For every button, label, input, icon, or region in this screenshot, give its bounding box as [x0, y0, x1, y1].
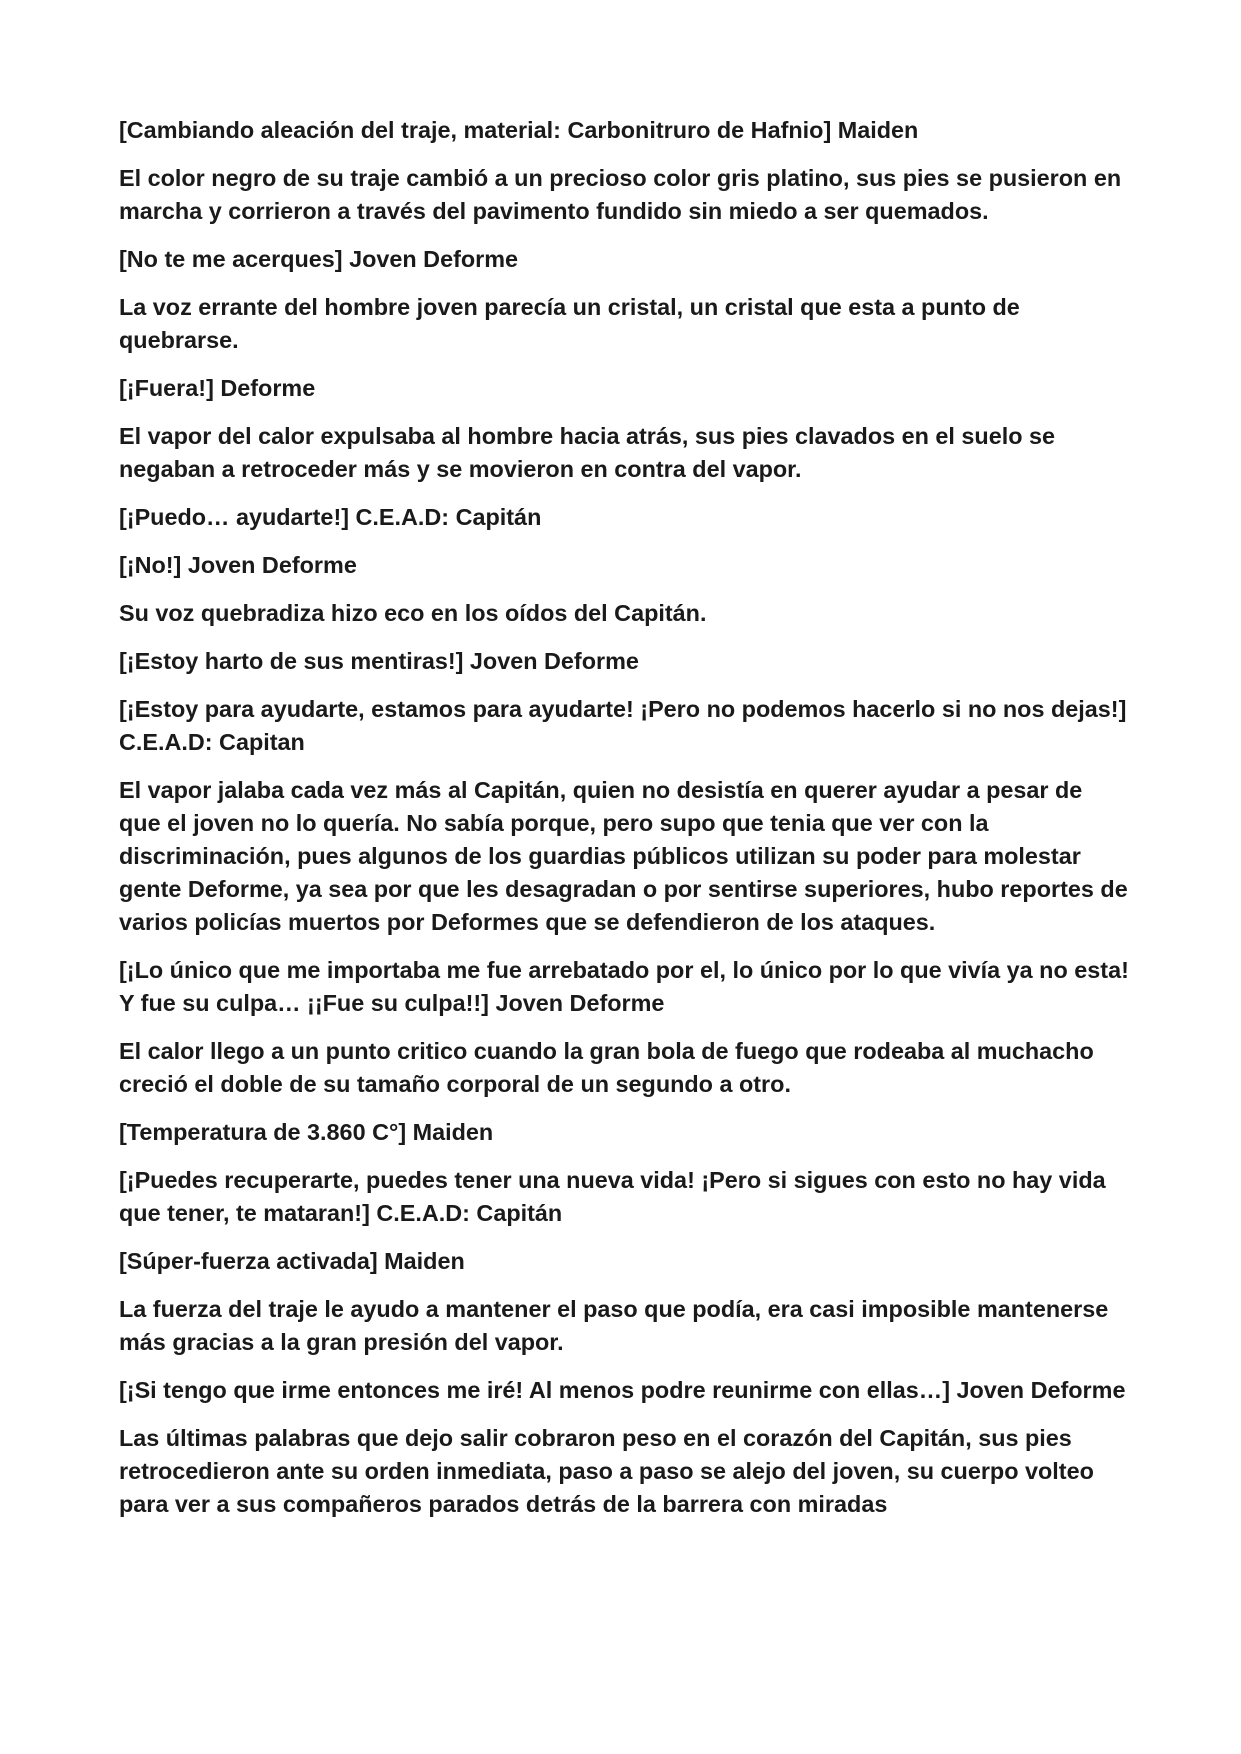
- paragraph: [¡Estoy para ayudarte, estamos para ayudarte! ¡Pero no podemos hacerlo si no nos dejas!] C.E.A.D: Capitan: [119, 696, 1127, 755]
- paragraph: El vapor del calor expulsaba al hombre hacia atrás, sus pies clavados en el suelo se negaban a retroceder más y se movieron en contra del vapor.: [119, 423, 1056, 482]
- paragraph: [¡Lo único que me importaba me fue arrebatado por el, lo único por lo que vivía ya no esta! Y fue su culpa… ¡¡Fue su culpa!!] Joven Deforme: [119, 957, 1129, 1016]
- paragraph: El vapor jalaba cada vez más al Capitán, quien no desistía en querer ayudar a pesar de que el joven no lo quería. No sabía porque, pero supo que tenia que ver con la discriminación, pues algunos de los guardias públicos utilizan su poder para molestar gente Deforme, ya sea por que les desagradan o por sentirse superiores, hubo reportes de varios policías muertos por Deformes que se defendieron de los ataques.: [119, 777, 1128, 935]
- paragraph: [Cambiando aleación del traje, material: Carbonitruro de Hafnio] Maiden: [119, 117, 919, 143]
- paragraph: [¡Si tengo que irme entonces me iré! Al menos podre reunirme con ellas…] Joven Deforme: [119, 1377, 1126, 1403]
- paragraph: [Temperatura de 3.860 C°] Maiden: [119, 1119, 494, 1145]
- paragraph: La voz errante del hombre joven parecía un cristal, un cristal que esta a punto de quebrarse.: [119, 294, 1020, 353]
- paragraph: [¡Puedes recuperarte, puedes tener una nueva vida! ¡Pero si sigues con esto no hay vida que tener, te mataran!] C.E.A.D: Capitán: [119, 1167, 1106, 1226]
- paragraph: [¡Fuera!] Deforme: [119, 375, 316, 401]
- paragraph: El calor llego a un punto critico cuando la gran bola de fuego que rodeaba al muchacho creció el doble de su tamaño corporal de un segundo a otro.: [119, 1038, 1094, 1097]
- paragraph: Las últimas palabras que dejo salir cobraron peso en el corazón del Capitán, sus pies retrocedieron ante su orden inmediata, paso a paso se alejo del joven, su cuerpo volteo para ver a sus compañeros parados detrás de la barrera con miradas: [119, 1425, 1094, 1517]
- paragraph: [¡Puedo… ayudarte!] C.E.A.D: Capitán: [119, 504, 542, 530]
- paragraph: [¡Estoy harto de sus mentiras!] Joven Deforme: [119, 648, 639, 674]
- paragraph: Su voz quebradiza hizo eco en los oídos del Capitán.: [119, 600, 707, 626]
- paragraph: [¡No!] Joven Deforme: [119, 552, 357, 578]
- paragraph: [Súper-fuerza activada] Maiden: [119, 1248, 465, 1274]
- paragraph: La fuerza del traje le ayudo a mantener el paso que podía, era casi imposible mantenerse más gracias a la gran presión del vapor.: [119, 1296, 1109, 1355]
- paragraph: El color negro de su traje cambió a un precioso color gris platino, sus pies se pusieron en marcha y corrieron a través del pavimento fundido sin miedo a ser quemados.: [119, 165, 1122, 224]
- paragraph: [No te me acerques] Joven Deforme: [119, 246, 519, 272]
- document-body: [119, 114, 1129, 1536]
